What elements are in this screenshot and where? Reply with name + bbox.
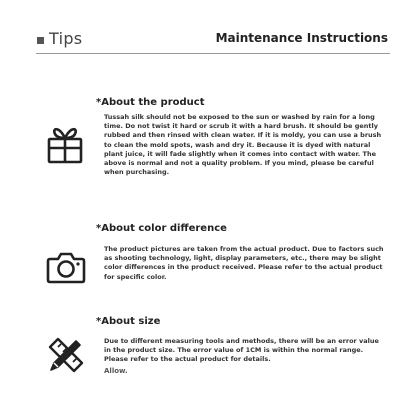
tips-bullet-icon: [37, 37, 44, 44]
section-body-color: The product pictures are taken from the actual product. Due to factors such as shooting technology, light, display parameters, etc., there may be slight color differences in the product received. Please refer to the actual product for specific color.: [104, 245, 384, 281]
section-title-color: *About color difference: [96, 223, 227, 234]
allow-note: Allow.: [104, 367, 128, 375]
section-body-size: Due to different measuring tools and methods, there will be an error value in the product size. The error value of 1CM is within the normal range. Please refer to the actual product for details.: [104, 337, 379, 364]
page-title: Maintenance Instructions: [215, 31, 388, 45]
gift-box-icon: [46, 124, 84, 164]
section-title-product: *About the product: [96, 97, 205, 108]
section-body-product: Tussah silk should not be exposed to the sun or washed by rain for a long time. Do not twist it hard or scrub it with a hard brush. It should be gently rubbed and then rinsed with clean water. If it is moldy, you can use a brush to clean the mold spots, wash and dry it. Because it is dyed with natural plant juice, it will fade slightly when it comes into contact with water. The above is normal and not a quality problem. If you mind, please be careful when purchasing.: [104, 113, 382, 177]
tips-label: Tips: [49, 29, 83, 48]
header-divider: [36, 53, 390, 54]
ruler-pencil-icon: [46, 335, 86, 375]
camera-icon: [46, 250, 86, 284]
header: [0, 0, 416, 60]
section-title-size: *About size: [96, 316, 161, 327]
